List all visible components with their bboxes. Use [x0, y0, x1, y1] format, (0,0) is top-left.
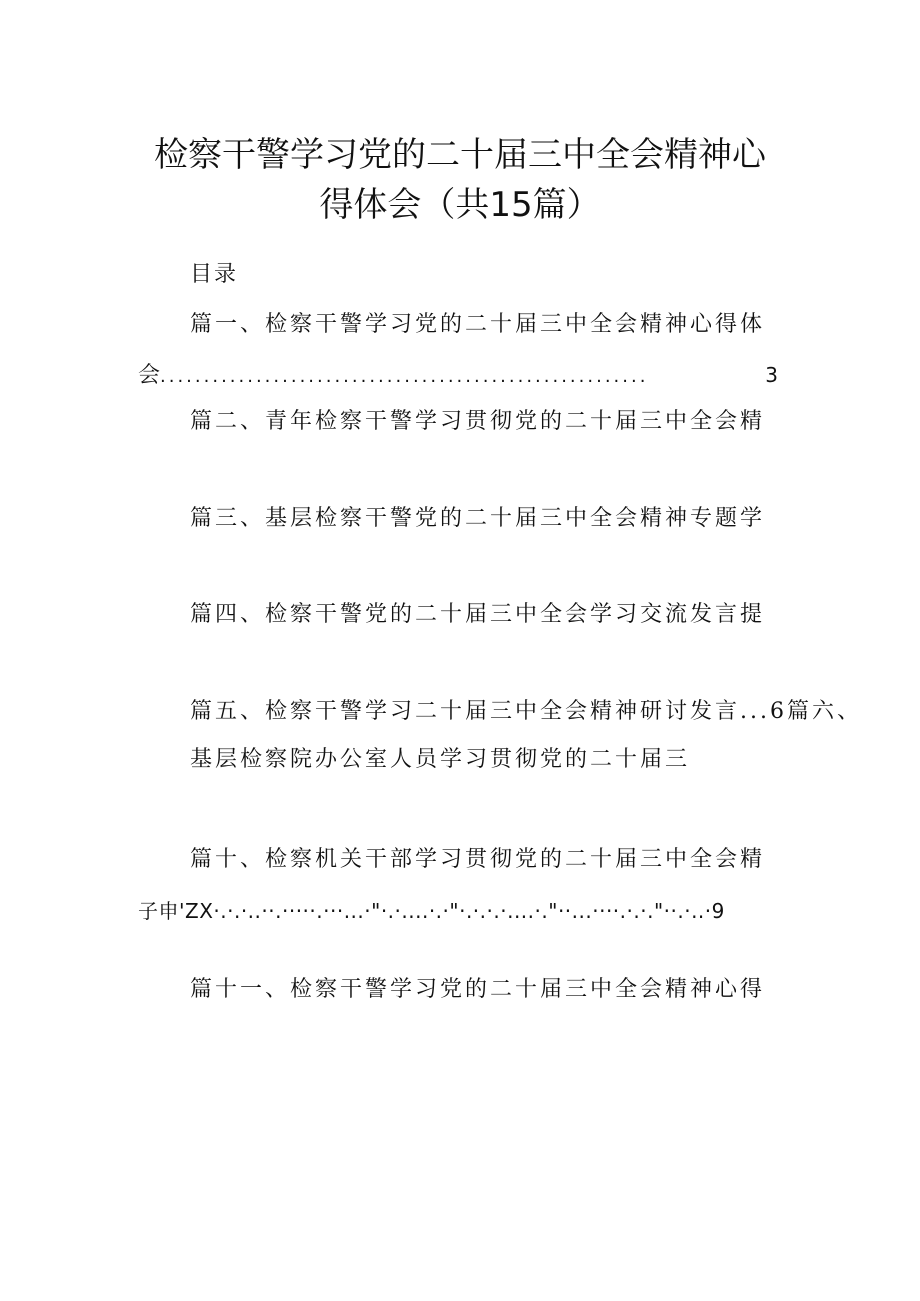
toc-entry-11[interactable]: 篇十一、检察干警学习党的二十届三中全会精神心得 — [190, 977, 766, 1002]
toc-entry-4[interactable]: 篇四、检察干警党的二十届三中全会学习交流发言提 — [190, 602, 766, 627]
toc-entry-1-tail: 会 — [138, 363, 161, 388]
toc-entry-10-continuation[interactable]: 子申'ZX·.·.·..··.·····.···...·"·.·....·.·"·.·.·.·....·."··...····.·.·."··.·..·9 — [138, 899, 725, 923]
document-title-line-2: 得体会（共15篇） — [319, 185, 601, 225]
page-number: 3 — [765, 363, 778, 387]
toc-entry-5[interactable]: 篇五、检察干警学习二十届三中全会精神研讨发言...6篇六、 — [190, 699, 862, 724]
toc-entry-10[interactable]: 篇十、检察机关干部学习贯彻党的二十届三中全会精 — [190, 847, 766, 872]
toc-entry-1-continuation[interactable] — [138, 360, 778, 392]
dot-leader: ........................................................ — [160, 366, 649, 387]
toc-entry-6[interactable]: 基层检察院办公室人员学习贯彻党的二十届三 — [190, 747, 691, 772]
toc-heading: 目录 — [190, 262, 239, 287]
document-title-line-1: 检察干警学习党的二十届三中全会精神心 — [154, 135, 766, 175]
toc-entry-1[interactable]: 篇一、检察干警学习党的二十届三中全会精神心得体 — [190, 312, 766, 337]
toc-entry-2[interactable]: 篇二、青年检察干警学习贯彻党的二十届三中全会精 — [190, 409, 766, 434]
toc-entry-3[interactable]: 篇三、基层检察干警党的二十届三中全会精神专题学 — [190, 506, 766, 531]
